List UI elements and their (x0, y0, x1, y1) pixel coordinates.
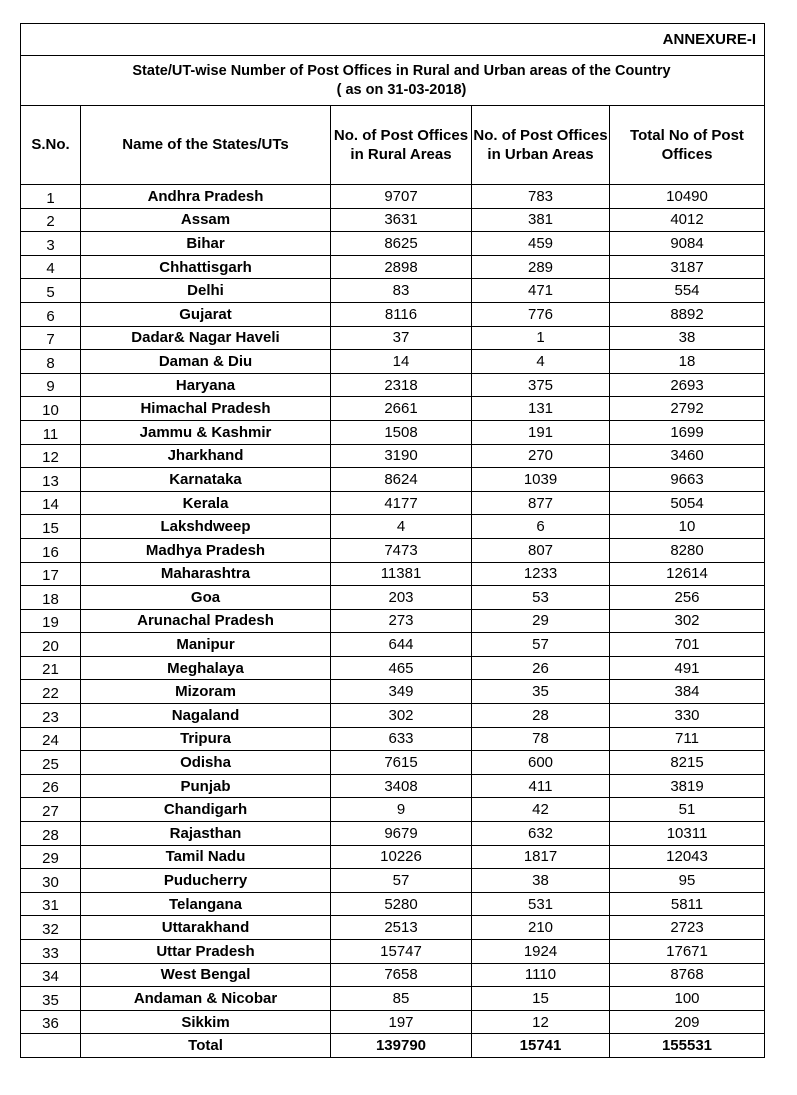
table-row (21, 185, 765, 209)
total-cell: 12614 (610, 562, 765, 586)
sno-cell: 29 (21, 845, 81, 869)
table-row (21, 586, 765, 610)
sno-cell: 8 (21, 350, 81, 374)
state-name-cell: Odisha (81, 751, 331, 775)
sno-cell: 6 (21, 302, 81, 326)
sno-cell: 34 (21, 963, 81, 987)
state-name-cell: Himachal Pradesh (81, 397, 331, 421)
rural-cell: 203 (331, 586, 472, 610)
header-sno: S.No. (21, 106, 81, 185)
total-cell: 2792 (610, 397, 765, 421)
total-cell: 3187 (610, 255, 765, 279)
total-cell: 2723 (610, 916, 765, 940)
urban-cell: 471 (472, 279, 610, 303)
sno-cell: 15 (21, 515, 81, 539)
rural-cell: 4 (331, 515, 472, 539)
urban-cell: 191 (472, 420, 610, 444)
table-row (21, 727, 765, 751)
sno-cell: 22 (21, 680, 81, 704)
rural-cell: 8624 (331, 468, 472, 492)
table-row (21, 444, 765, 468)
total-cell: 384 (610, 680, 765, 704)
table-row (21, 491, 765, 515)
table-row (21, 232, 765, 256)
urban-cell: 1110 (472, 963, 610, 987)
sno-cell: 16 (21, 538, 81, 562)
state-name-cell: Uttar Pradesh (81, 940, 331, 964)
state-name-cell: Jharkhand (81, 444, 331, 468)
header-name: Name of the States/UTs (81, 106, 331, 185)
table-row (21, 1010, 765, 1034)
rural-cell: 37 (331, 326, 472, 350)
sno-cell: 2 (21, 208, 81, 232)
urban-cell: 600 (472, 751, 610, 775)
state-name-cell: Uttarakhand (81, 916, 331, 940)
total-cell: 95 (610, 869, 765, 893)
urban-cell: 131 (472, 397, 610, 421)
total-cell: 8280 (610, 538, 765, 562)
total-row (21, 1034, 765, 1058)
urban-cell: 57 (472, 633, 610, 657)
state-name-cell: Goa (81, 586, 331, 610)
urban-cell: 381 (472, 208, 610, 232)
sno-cell: 33 (21, 940, 81, 964)
sno-cell: 11 (21, 420, 81, 444)
table-row (21, 562, 765, 586)
table-row (21, 940, 765, 964)
rural-cell: 3190 (331, 444, 472, 468)
state-name-cell: Bihar (81, 232, 331, 256)
state-name-cell: Daman & Diu (81, 350, 331, 374)
total-cell: 9663 (610, 468, 765, 492)
rural-cell: 465 (331, 656, 472, 680)
urban-cell: 270 (472, 444, 610, 468)
urban-cell: 42 (472, 798, 610, 822)
total-cell: 51 (610, 798, 765, 822)
rural-cell: 644 (331, 633, 472, 657)
rural-cell: 7615 (331, 751, 472, 775)
table-row (21, 774, 765, 798)
rural-cell: 57 (331, 869, 472, 893)
header-urban: No. of Post Offices in Urban Areas (472, 106, 610, 185)
state-name-cell: Delhi (81, 279, 331, 303)
urban-cell: 877 (472, 491, 610, 515)
urban-cell: 6 (472, 515, 610, 539)
rural-cell: 83 (331, 279, 472, 303)
state-name-cell: Sikkim (81, 1010, 331, 1034)
sno-cell: 3 (21, 232, 81, 256)
table-row (21, 609, 765, 633)
sno-cell: 20 (21, 633, 81, 657)
rural-cell: 10226 (331, 845, 472, 869)
rural-cell: 9679 (331, 822, 472, 846)
state-name-cell: Kerala (81, 491, 331, 515)
rural-cell: 349 (331, 680, 472, 704)
sno-cell: 28 (21, 822, 81, 846)
state-name-cell: Punjab (81, 774, 331, 798)
urban-cell: 1233 (472, 562, 610, 586)
rural-cell: 5280 (331, 892, 472, 916)
total-cell: 100 (610, 987, 765, 1011)
table-row (21, 373, 765, 397)
sno-cell: 26 (21, 774, 81, 798)
rural-cell: 7473 (331, 538, 472, 562)
header-rural: No. of Post Offices in Rural Areas (331, 106, 472, 185)
sno-cell: 7 (21, 326, 81, 350)
annexure-sheet (20, 23, 764, 1058)
rural-cell: 2513 (331, 916, 472, 940)
sno-cell: 21 (21, 656, 81, 680)
rural-cell: 9707 (331, 185, 472, 209)
state-name-cell: Puducherry (81, 869, 331, 893)
state-name-cell: Haryana (81, 373, 331, 397)
table-row (21, 869, 765, 893)
urban-cell: 38 (472, 869, 610, 893)
state-name-cell: Meghalaya (81, 656, 331, 680)
state-name-cell: Mizoram (81, 680, 331, 704)
total-cell: 17671 (610, 940, 765, 964)
state-name-cell: Dadar& Nagar Haveli (81, 326, 331, 350)
table-row (21, 326, 765, 350)
rural-cell: 302 (331, 704, 472, 728)
state-name-cell: Tamil Nadu (81, 845, 331, 869)
total-urban: 15741 (472, 1034, 610, 1058)
rural-cell: 8625 (331, 232, 472, 256)
table-row (21, 892, 765, 916)
sno-cell: 12 (21, 444, 81, 468)
total-cell: 330 (610, 704, 765, 728)
state-name-cell: Gujarat (81, 302, 331, 326)
urban-cell: 411 (472, 774, 610, 798)
table-row (21, 208, 765, 232)
annexure-label: ANNEXURE-I (21, 24, 765, 56)
table-row (21, 420, 765, 444)
sno-cell: 17 (21, 562, 81, 586)
urban-cell: 1817 (472, 845, 610, 869)
header-total: Total No of Post Offices (610, 106, 765, 185)
urban-cell: 776 (472, 302, 610, 326)
state-name-cell: Telangana (81, 892, 331, 916)
sno-cell: 36 (21, 1010, 81, 1034)
total-cell: 209 (610, 1010, 765, 1034)
rural-cell: 8116 (331, 302, 472, 326)
total-cell: 9084 (610, 232, 765, 256)
total-cell: 701 (610, 633, 765, 657)
rural-cell: 1508 (331, 420, 472, 444)
urban-cell: 4 (472, 350, 610, 374)
total-cell: 711 (610, 727, 765, 751)
sno-cell: 4 (21, 255, 81, 279)
urban-cell: 1 (472, 326, 610, 350)
total-cell: 10311 (610, 822, 765, 846)
rural-cell: 2318 (331, 373, 472, 397)
sno-cell: 24 (21, 727, 81, 751)
table-row (21, 397, 765, 421)
total-cell: 10 (610, 515, 765, 539)
state-name-cell: Assam (81, 208, 331, 232)
urban-cell: 78 (472, 727, 610, 751)
table-row (21, 255, 765, 279)
total-cell: 4012 (610, 208, 765, 232)
rural-cell: 85 (331, 987, 472, 1011)
urban-cell: 289 (472, 255, 610, 279)
urban-cell: 210 (472, 916, 610, 940)
urban-cell: 807 (472, 538, 610, 562)
table-row (21, 515, 765, 539)
sno-cell: 25 (21, 751, 81, 775)
state-name-cell: Manipur (81, 633, 331, 657)
total-label: Total (81, 1034, 331, 1058)
table-row (21, 916, 765, 940)
state-name-cell: Andaman & Nicobar (81, 987, 331, 1011)
title-line-1: State/UT-wise Number of Post Offices in Rural and Urban areas of the Country (132, 62, 671, 79)
table-row (21, 468, 765, 492)
sno-cell: 32 (21, 916, 81, 940)
sno-cell: 19 (21, 609, 81, 633)
table-row (21, 302, 765, 326)
state-name-cell: Andhra Pradesh (81, 185, 331, 209)
urban-cell: 53 (472, 586, 610, 610)
table-row (21, 633, 765, 657)
sno-cell: 9 (21, 373, 81, 397)
urban-cell: 531 (472, 892, 610, 916)
total-cell: 3819 (610, 774, 765, 798)
urban-cell: 632 (472, 822, 610, 846)
table-title (21, 56, 765, 106)
rural-cell: 7658 (331, 963, 472, 987)
header-row (21, 106, 765, 185)
sno-cell: 23 (21, 704, 81, 728)
state-name-cell: Lakshdweep (81, 515, 331, 539)
rural-cell: 15747 (331, 940, 472, 964)
table-row (21, 963, 765, 987)
state-name-cell: Chandigarh (81, 798, 331, 822)
total-cell: 12043 (610, 845, 765, 869)
sno-cell: 30 (21, 869, 81, 893)
total-cell: 8768 (610, 963, 765, 987)
total-cell: 1699 (610, 420, 765, 444)
table-row (21, 350, 765, 374)
sno-cell: 10 (21, 397, 81, 421)
total-cell: 8892 (610, 302, 765, 326)
urban-cell: 12 (472, 1010, 610, 1034)
rural-cell: 11381 (331, 562, 472, 586)
table-row (21, 656, 765, 680)
rural-cell: 2661 (331, 397, 472, 421)
total-rural: 139790 (331, 1034, 472, 1058)
urban-cell: 29 (472, 609, 610, 633)
rural-cell: 633 (331, 727, 472, 751)
urban-cell: 459 (472, 232, 610, 256)
state-name-cell: Nagaland (81, 704, 331, 728)
rural-cell: 14 (331, 350, 472, 374)
sno-cell: 13 (21, 468, 81, 492)
rural-cell: 2898 (331, 255, 472, 279)
state-name-cell: Madhya Pradesh (81, 538, 331, 562)
total-cell: 2693 (610, 373, 765, 397)
state-name-cell: Karnataka (81, 468, 331, 492)
rural-cell: 273 (331, 609, 472, 633)
rural-cell: 4177 (331, 491, 472, 515)
table-row (21, 680, 765, 704)
state-name-cell: Jammu & Kashmir (81, 420, 331, 444)
state-name-cell: West Bengal (81, 963, 331, 987)
total-cell: 38 (610, 326, 765, 350)
state-name-cell: Tripura (81, 727, 331, 751)
table-body (21, 185, 765, 1034)
urban-cell: 375 (472, 373, 610, 397)
sno-cell: 18 (21, 586, 81, 610)
urban-cell: 28 (472, 704, 610, 728)
table-row (21, 822, 765, 846)
post-offices-table (20, 23, 765, 1058)
total-cell: 256 (610, 586, 765, 610)
total-sno-cell (21, 1034, 81, 1058)
rural-cell: 3631 (331, 208, 472, 232)
rural-cell: 9 (331, 798, 472, 822)
total-cell: 3460 (610, 444, 765, 468)
table-row (21, 751, 765, 775)
urban-cell: 783 (472, 185, 610, 209)
total-cell: 5054 (610, 491, 765, 515)
table-row (21, 798, 765, 822)
urban-cell: 35 (472, 680, 610, 704)
total-cell: 5811 (610, 892, 765, 916)
total-cell: 18 (610, 350, 765, 374)
total-cell: 302 (610, 609, 765, 633)
total-cell: 491 (610, 656, 765, 680)
sno-cell: 1 (21, 185, 81, 209)
table-row (21, 987, 765, 1011)
total-cell: 10490 (610, 185, 765, 209)
state-name-cell: Chhattisgarh (81, 255, 331, 279)
state-name-cell: Rajasthan (81, 822, 331, 846)
table-row (21, 538, 765, 562)
total-total: 155531 (610, 1034, 765, 1058)
rural-cell: 3408 (331, 774, 472, 798)
sno-cell: 5 (21, 279, 81, 303)
total-cell: 8215 (610, 751, 765, 775)
state-name-cell: Arunachal Pradesh (81, 609, 331, 633)
table-row (21, 279, 765, 303)
rural-cell: 197 (331, 1010, 472, 1034)
urban-cell: 26 (472, 656, 610, 680)
table-row (21, 845, 765, 869)
urban-cell: 15 (472, 987, 610, 1011)
urban-cell: 1039 (472, 468, 610, 492)
sno-cell: 35 (21, 987, 81, 1011)
sno-cell: 14 (21, 491, 81, 515)
state-name-cell: Maharashtra (81, 562, 331, 586)
urban-cell: 1924 (472, 940, 610, 964)
title-line-2: ( as on 31-03-2018) (336, 81, 467, 98)
total-cell: 554 (610, 279, 765, 303)
sno-cell: 31 (21, 892, 81, 916)
table-row (21, 704, 765, 728)
sno-cell: 27 (21, 798, 81, 822)
